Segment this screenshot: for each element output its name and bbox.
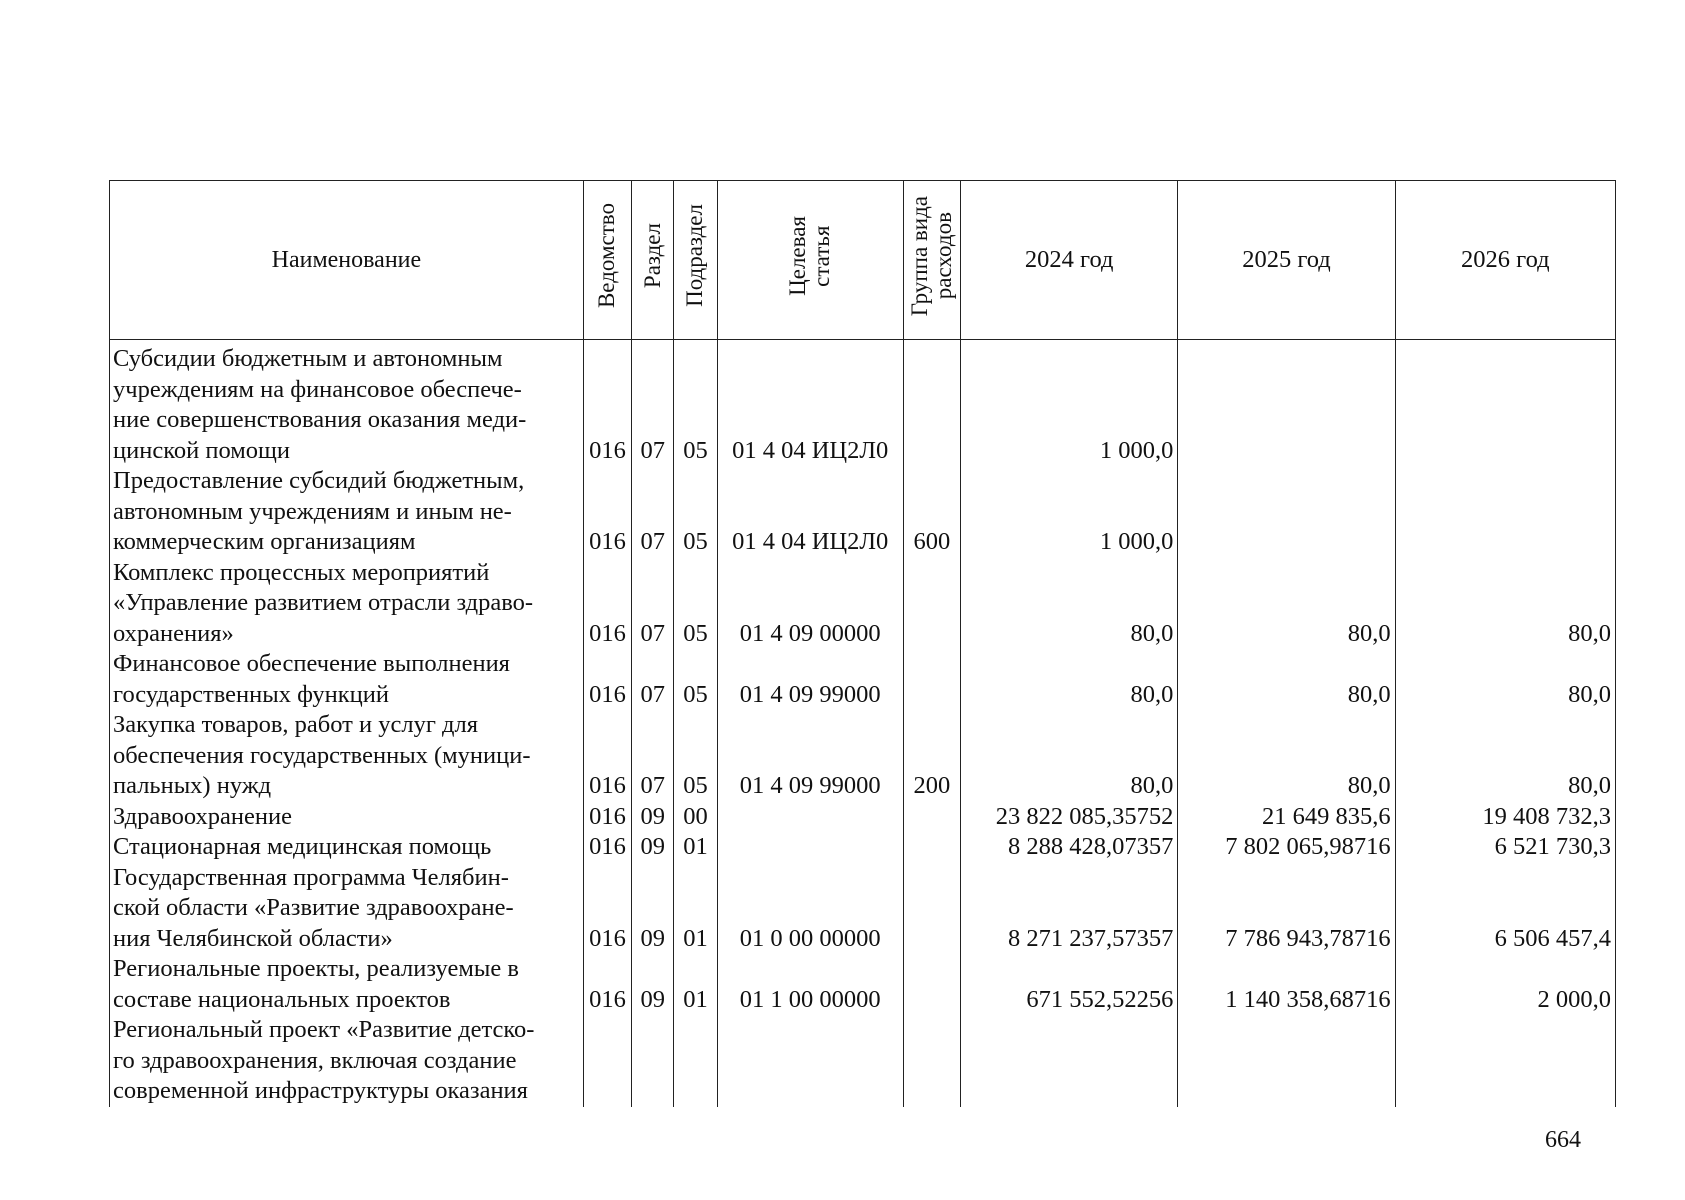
cell-department: 016	[583, 954, 631, 1015]
cell-y2026: 19 408 732,3	[1395, 802, 1615, 833]
cell-name	[110, 802, 584, 833]
cell-expense	[903, 1015, 960, 1107]
cell-subsection: 00	[674, 802, 717, 833]
cell-name-line: Государственная программа Челябин-	[113, 863, 509, 891]
cell-subsection: 05	[674, 558, 717, 650]
cell-target: 01 4 09 99000	[717, 710, 903, 802]
header-section: Раздел	[632, 181, 674, 340]
cell-target: 01 0 00 00000	[717, 863, 903, 955]
cell-expense	[903, 954, 960, 1015]
cell-y2024: 23 822 085,35752	[961, 802, 1178, 833]
cell-subsection: 01	[674, 832, 717, 863]
cell-y2025: 7 786 943,78716	[1178, 863, 1395, 955]
cell-target: 01 4 09 00000	[717, 558, 903, 650]
cell-y2024: 671 552,52256	[961, 954, 1178, 1015]
cell-y2026: 80,0	[1395, 558, 1615, 650]
cell-department: 016	[583, 710, 631, 802]
cell-name	[110, 340, 584, 467]
cell-y2025: 80,0	[1178, 710, 1395, 802]
cell-department: 016	[583, 863, 631, 955]
cell-y2025: 80,0	[1178, 649, 1395, 710]
cell-department	[583, 1015, 631, 1107]
cell-expense	[903, 802, 960, 833]
table-row	[110, 710, 1616, 802]
cell-y2024: 1 000,0	[961, 340, 1178, 467]
cell-section: 07	[632, 649, 674, 710]
cell-section: 07	[632, 340, 674, 467]
cell-target	[717, 802, 903, 833]
cell-name-line: цинской помощи	[113, 436, 290, 464]
cell-y2026	[1395, 340, 1615, 467]
table-row	[110, 340, 1616, 467]
cell-name-line: автономным учреждениям и иным не-	[113, 497, 512, 525]
cell-section	[632, 1015, 674, 1107]
budget-table	[109, 180, 1616, 1107]
cell-department: 016	[583, 466, 631, 558]
cell-name-line: ской области «Развитие здравоохране-	[113, 894, 514, 921]
cell-subsection: 01	[674, 954, 717, 1015]
cell-name-line: обеспечения государственных (муници-	[113, 741, 531, 769]
cell-y2025: 7 802 065,98716	[1178, 832, 1395, 863]
cell-y2025: 21 649 835,6	[1178, 802, 1395, 833]
cell-y2024: 80,0	[961, 710, 1178, 802]
page-number: 664	[1545, 1127, 1581, 1153]
cell-y2025: 80,0	[1178, 558, 1395, 650]
cell-y2024: 8 288 428,07357	[961, 832, 1178, 863]
table-row	[110, 832, 1616, 863]
cell-subsection	[674, 1015, 717, 1107]
cell-name-line: составе национальных проектов	[113, 985, 451, 1013]
cell-y2025	[1178, 1015, 1395, 1107]
table-header-row	[110, 181, 1616, 340]
cell-name-line: Закупка товаров, работ и услуг для	[113, 711, 478, 738]
cell-expense	[903, 340, 960, 467]
cell-section: 07	[632, 710, 674, 802]
table-row	[110, 558, 1616, 650]
cell-subsection: 05	[674, 649, 717, 710]
cell-name	[110, 558, 584, 650]
cell-subsection: 05	[674, 340, 717, 467]
cell-department: 016	[583, 649, 631, 710]
cell-name-line: Финансовое обеспечение выполнения	[113, 650, 510, 677]
cell-name	[110, 1015, 584, 1107]
cell-department: 016	[583, 558, 631, 650]
cell-y2026: 6 506 457,4	[1395, 863, 1615, 955]
cell-y2025	[1178, 466, 1395, 558]
cell-y2025: 1 140 358,68716	[1178, 954, 1395, 1015]
cell-expense	[903, 558, 960, 650]
cell-target	[717, 832, 903, 863]
cell-name	[110, 710, 584, 802]
cell-name	[110, 832, 584, 863]
cell-name-line: «Управление развитием отрасли здраво-	[113, 589, 534, 616]
cell-y2024: 8 271 237,57357	[961, 863, 1178, 955]
cell-name-line: Субсидии бюджетным и автономным	[113, 345, 503, 372]
cell-name	[110, 466, 584, 558]
cell-department: 016	[583, 832, 631, 863]
cell-target: 01 4 04 ИЦ2Л0	[717, 340, 903, 467]
header-name: Наименование	[110, 181, 584, 340]
cell-name-line: Региональные проекты, реализуемые в	[113, 955, 519, 982]
cell-section: 09	[632, 954, 674, 1015]
cell-expense	[903, 832, 960, 863]
cell-expense	[903, 649, 960, 710]
cell-department: 016	[583, 340, 631, 467]
cell-y2025	[1178, 340, 1395, 467]
header-subsection: Подраздел	[674, 181, 717, 340]
cell-y2026: 80,0	[1395, 649, 1615, 710]
cell-section: 07	[632, 466, 674, 558]
cell-y2026	[1395, 1015, 1615, 1107]
cell-target	[717, 1015, 903, 1107]
cell-y2024: 80,0	[961, 649, 1178, 710]
cell-expense: 200	[903, 710, 960, 802]
cell-name-line: Здравоохранение	[113, 802, 293, 830]
cell-name-line: ние совершенствования оказания меди-	[113, 406, 527, 433]
cell-y2026: 6 521 730,3	[1395, 832, 1615, 863]
cell-subsection: 01	[674, 863, 717, 955]
cell-y2024: 1 000,0	[961, 466, 1178, 558]
cell-target: 01 4 04 ИЦ2Л0	[717, 466, 903, 558]
cell-section: 07	[632, 558, 674, 650]
cell-y2026	[1395, 466, 1615, 558]
header-2024: 2024 год	[961, 181, 1178, 340]
cell-name-line: Региональный проект «Развитие детско-	[113, 1016, 535, 1043]
cell-expense: 600	[903, 466, 960, 558]
cell-name-line: Предоставление субсидий бюджетным,	[113, 467, 525, 494]
header-department: Ведомство	[583, 181, 631, 340]
cell-y2026: 80,0	[1395, 710, 1615, 802]
cell-department: 016	[583, 802, 631, 833]
cell-name-line: го здравоохранения, включая создание	[113, 1046, 517, 1074]
cell-name-line: коммерческим организациям	[113, 528, 416, 555]
cell-target: 01 4 09 99000	[717, 649, 903, 710]
table-row	[110, 1015, 1616, 1107]
cell-name	[110, 954, 584, 1015]
header-target-article: Целевая статья	[717, 181, 903, 340]
table-row	[110, 802, 1616, 833]
cell-name-line: Стационарная медицинская помощь	[113, 833, 492, 860]
table-body	[110, 340, 1616, 1107]
table-row	[110, 649, 1616, 710]
cell-name-line: учреждениям на финансовое обеспече-	[113, 375, 522, 403]
header-2026: 2026 год	[1395, 181, 1615, 340]
cell-subsection: 05	[674, 466, 717, 558]
table-row	[110, 954, 1616, 1015]
cell-section: 09	[632, 832, 674, 863]
table-row	[110, 863, 1616, 955]
cell-section: 09	[632, 863, 674, 955]
cell-name	[110, 649, 584, 710]
cell-name-line: Комплекс процессных мероприятий	[113, 558, 490, 586]
cell-name-line: ния Челябинской области»	[113, 924, 393, 952]
cell-y2026: 2 000,0	[1395, 954, 1615, 1015]
table-row	[110, 466, 1616, 558]
cell-name-line: современной инфраструктуры оказания	[113, 1077, 528, 1104]
cell-subsection: 05	[674, 710, 717, 802]
header-2025: 2025 год	[1178, 181, 1395, 340]
cell-name	[110, 863, 584, 955]
cell-expense	[903, 863, 960, 955]
cell-y2024: 80,0	[961, 558, 1178, 650]
cell-name-line: пальных) нужд	[113, 772, 272, 799]
cell-y2024	[961, 1015, 1178, 1107]
cell-section: 09	[632, 802, 674, 833]
cell-name-line: государственных функций	[113, 680, 389, 708]
cell-target: 01 1 00 00000	[717, 954, 903, 1015]
cell-name-line: охранения»	[113, 619, 234, 647]
header-expense-group: Группа вида расходов	[903, 181, 960, 340]
